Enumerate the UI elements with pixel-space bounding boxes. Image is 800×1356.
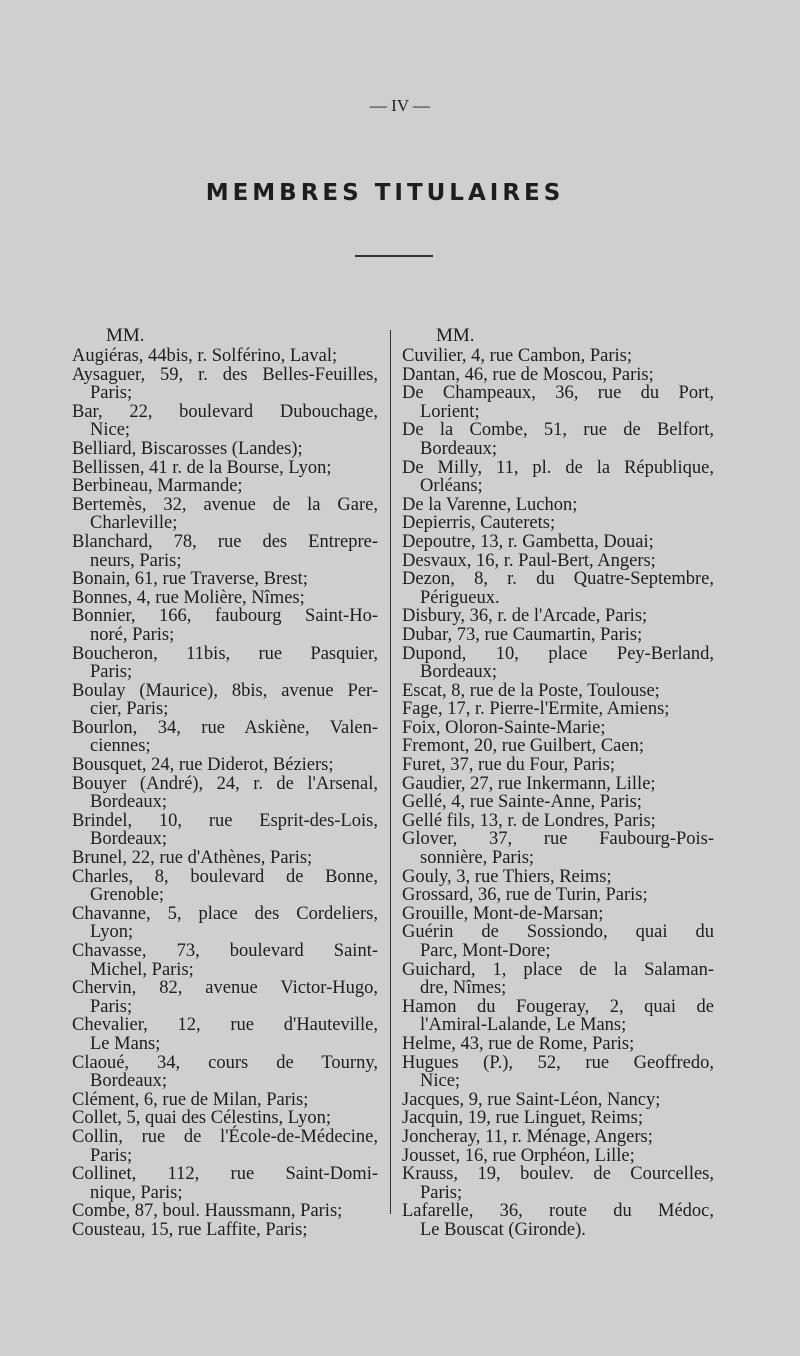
member-entry-line: Escat, 8, rue de la Poste, Toulouse; — [402, 680, 660, 701]
member-entry — [402, 384, 714, 421]
member-entry — [402, 347, 714, 366]
member-entry-line: Chervin, 82, avenue Victor-Hugo, — [72, 978, 378, 999]
member-entry-line: Cousteau, 15, rue Laffite, Paris; — [72, 1219, 308, 1240]
member-entry-line: Glover, 37, rue Faubourg-Pois- — [402, 829, 714, 850]
member-entry-line: Jousset, 16, rue Orphéon, Lille; — [402, 1145, 635, 1166]
member-entry — [402, 1054, 714, 1091]
member-entry-line: Hamon du Fougeray, 2, quai de — [402, 996, 714, 1017]
member-entry-continuation: Périgueux. — [420, 587, 500, 608]
member-entry-continuation: Le Mans; — [90, 1033, 161, 1054]
member-entry — [402, 1091, 714, 1110]
member-entry — [72, 589, 378, 608]
member-entry-line: Jacquin, 19, rue Linguet, Reims; — [402, 1108, 643, 1129]
member-entry-line: Fage, 17, r. Pierre-l'Ermite, Amiens; — [402, 699, 670, 720]
member-entry — [402, 886, 714, 905]
member-entry — [402, 626, 714, 645]
member-entry — [72, 403, 378, 440]
member-entry-line: Collinet, 112, rue Saint-Domi- — [72, 1164, 378, 1185]
member-entry — [72, 812, 378, 849]
member-entry — [402, 421, 714, 458]
member-entry-line: De Milly, 11, pl. de la République, — [402, 457, 714, 478]
member-entry — [72, 1091, 378, 1110]
member-entry-line: Combe, 87, boul. Haussmann, Paris; — [72, 1201, 343, 1222]
member-entry-line: Helme, 43, rue de Rome, Paris; — [402, 1033, 635, 1054]
member-entry-line: Boucheron, 11bis, rue Pasquier, — [72, 643, 378, 664]
column-heading: MM. — [106, 325, 145, 346]
member-entry — [402, 923, 714, 960]
member-entry — [402, 1109, 714, 1128]
member-entry-continuation: Parc, Mont-Dore; — [420, 941, 551, 961]
member-entry-line: Bousquet, 24, rue Diderot, Béziers; — [72, 755, 334, 776]
member-entry-continuation: Grenoble; — [90, 885, 164, 906]
member-entry-line: Bouyer (André), 24, r. de l'Arsenal, — [72, 773, 378, 794]
member-entry-line: Dezon, 8, r. du Quatre-Septembre, — [402, 569, 714, 590]
member-list — [72, 347, 378, 1240]
member-entry — [402, 700, 714, 719]
member-entry — [402, 496, 714, 515]
member-entry-line: Belliard, Biscarosses (Landes); — [72, 438, 303, 459]
member-entry — [402, 1202, 714, 1239]
member-entry — [402, 998, 714, 1035]
member-entry-line: Furet, 37, rue du Four, Paris; — [402, 755, 616, 776]
member-entry-line: Guérin de Sossiondo, quai du — [402, 922, 714, 943]
member-entry-line: Bonain, 61, rue Traverse, Brest; — [72, 569, 308, 590]
member-entry — [402, 607, 714, 626]
column-left — [72, 325, 378, 1240]
title-rule — [355, 255, 433, 257]
member-entry-continuation: Nice; — [420, 1071, 461, 1092]
member-entry-line: Claoué, 34, cours de Tourny, — [72, 1052, 378, 1073]
member-entry-line: Gaudier, 27, rue Inkermann, Lille; — [402, 773, 656, 794]
member-entry-line: Desvaux, 16, r. Paul-Bert, Angers; — [402, 550, 656, 571]
member-entry-line: Dupond, 10, place Pey-Berland, — [402, 643, 714, 664]
member-entry-line: De Champeaux, 36, rue du Port, — [402, 383, 714, 404]
member-entry-line: Depierris, Cauterets; — [402, 513, 556, 534]
member-entry-line: Dantan, 46, rue de Moscou, Paris; — [402, 364, 654, 385]
member-entry-continuation: Paris; — [420, 1182, 463, 1203]
member-entry-continuation: Le Bouscat (Gironde). — [420, 1219, 586, 1240]
member-entry — [72, 570, 378, 589]
member-entry — [402, 552, 714, 571]
member-entry-line: Joncheray, 11, r. Ménage, Angers; — [402, 1126, 653, 1147]
member-entry-continuation: neurs, Paris; — [90, 550, 182, 571]
member-entry — [402, 645, 714, 682]
column-right — [402, 325, 714, 1240]
member-entry — [72, 942, 378, 979]
member-entry-continuation: l'Amiral-Lalande, Le Mans; — [420, 1015, 627, 1036]
member-entry — [72, 1128, 378, 1165]
member-entry — [72, 459, 378, 478]
member-entry-continuation: nique, Paris; — [90, 1182, 183, 1203]
member-entry — [402, 719, 714, 738]
member-entry — [402, 756, 714, 775]
member-entry — [402, 961, 714, 998]
member-entry — [402, 459, 714, 496]
member-entry-line: Bar, 22, boulevard Dubouchage, — [72, 401, 378, 422]
member-entry — [402, 1128, 714, 1147]
member-entry — [402, 533, 714, 552]
member-entry-line: Collin, rue de l'École-de-Médecine, — [72, 1126, 378, 1147]
member-entry — [72, 1202, 378, 1221]
member-list — [402, 347, 714, 1240]
member-entry-continuation: Charleville; — [90, 513, 178, 534]
member-entry-line: Chavasse, 73, boulevard Saint- — [72, 941, 378, 961]
member-entry — [402, 1147, 714, 1166]
member-entry — [402, 737, 714, 756]
member-entry — [72, 347, 378, 366]
member-entry-line: Dubar, 73, rue Caumartin, Paris; — [402, 624, 643, 645]
member-entry-line: Clément, 6, rue de Milan, Paris; — [72, 1089, 309, 1110]
member-entry — [402, 905, 714, 924]
member-entry — [72, 496, 378, 533]
member-entry — [402, 868, 714, 887]
member-entry-line: Bertemès, 32, avenue de la Gare, — [72, 494, 378, 515]
member-entry-line: Boulay (Maurice), 8bis, avenue Per- — [72, 680, 378, 701]
member-entry-line: Guichard, 1, place de la Salaman- — [402, 959, 714, 980]
member-entry — [402, 682, 714, 701]
member-entry — [72, 979, 378, 1016]
member-entry-continuation: noré, Paris; — [90, 624, 175, 645]
member-entry — [402, 830, 714, 867]
member-entry-continuation: Paris; — [90, 1145, 133, 1166]
member-entry-line: Chevalier, 12, rue d'Hauteville, — [72, 1015, 378, 1036]
column-divider — [390, 330, 391, 1214]
member-entry — [72, 607, 378, 644]
member-entry-continuation: sonnière, Paris; — [420, 848, 535, 869]
member-entry-line: Depoutre, 13, r. Gambetta, Douai; — [402, 531, 654, 552]
member-entry-continuation: Orléans; — [420, 476, 483, 497]
member-entry-continuation: Lorient; — [420, 401, 480, 422]
column-heading: MM. — [436, 325, 475, 346]
member-entry — [72, 905, 378, 942]
member-entry-line: Gellé fils, 13, r. de Londres, Paris; — [402, 810, 656, 831]
member-entry-line: Foix, Oloron-Sainte-Marie; — [402, 717, 606, 738]
member-entry-continuation: dre, Nîmes; — [420, 978, 507, 999]
page-number: — IV — — [369, 96, 431, 115]
member-entry-line: Brindel, 10, rue Esprit-des-Lois, — [72, 810, 378, 831]
member-entry-line: Blanchard, 78, rue des Entrepre- — [72, 531, 378, 552]
member-entry — [402, 514, 714, 533]
member-entry-line: Jacques, 9, rue Saint-Léon, Nancy; — [402, 1089, 661, 1110]
member-entry-line: Krauss, 19, boulev. de Courcelles, — [402, 1164, 714, 1185]
member-entry — [72, 849, 378, 868]
member-entry-continuation: Nice; — [90, 420, 131, 441]
member-entry-line: Hugues (P.), 52, rue Geoffredo, — [402, 1052, 714, 1073]
member-entry-continuation: Bordeaux; — [90, 1071, 168, 1092]
member-entry-continuation: cier, Paris; — [90, 699, 169, 720]
member-entry-line: Fremont, 20, rue Guilbert, Caen; — [402, 736, 644, 757]
member-entry-continuation: Paris; — [90, 383, 133, 404]
member-entry-line: Lafarelle, 36, route du Médoc, — [402, 1201, 714, 1222]
member-entry — [72, 756, 378, 775]
member-entry-line: Bonnes, 4, rue Molière, Nîmes; — [72, 587, 305, 608]
member-entry — [72, 477, 378, 496]
member-entry-continuation: Paris; — [90, 662, 133, 683]
member-entry — [72, 682, 378, 719]
member-entry — [402, 1165, 714, 1202]
member-entry-line: Disbury, 36, r. de l'Arcade, Paris; — [402, 606, 648, 627]
member-entry-line: Chavanne, 5, place des Cordeliers, — [72, 903, 378, 924]
member-entry-line: Aysaguer, 59, r. des Belles-Feuilles, — [72, 364, 378, 385]
member-entry — [72, 533, 378, 570]
member-entry-continuation: Paris; — [90, 996, 133, 1017]
member-entry-line: De la Combe, 51, rue de Belfort, — [402, 420, 714, 441]
member-entry-line: Augiéras, 44bis, r. Solférino, Laval; — [72, 346, 338, 366]
member-entry-continuation: ciennes; — [90, 736, 151, 757]
member-entry-continuation: Bordeaux; — [420, 662, 498, 683]
member-entry-line: Gellé, 4, rue Sainte-Anne, Paris; — [402, 792, 642, 813]
member-entry-line: Brunel, 22, rue d'Athènes, Paris; — [72, 848, 313, 869]
member-entry — [402, 366, 714, 385]
member-entry — [72, 1016, 378, 1053]
member-entry-continuation: Michel, Paris; — [90, 959, 194, 980]
member-entry-continuation: Lyon; — [90, 922, 134, 943]
member-entry — [402, 1035, 714, 1054]
member-entry — [402, 812, 714, 831]
member-entry-line: De la Varenne, Luchon; — [402, 494, 578, 515]
member-entry — [72, 1054, 378, 1091]
member-entry-line: Bourlon, 34, rue Askiène, Valen- — [72, 717, 378, 738]
member-entry-line: Cuvilier, 4, rue Cambon, Paris; — [402, 346, 632, 366]
member-entry-line: Collet, 5, quai des Célestins, Lyon; — [72, 1108, 331, 1129]
member-entry — [402, 570, 714, 607]
member-entry-continuation: Bordeaux; — [90, 792, 168, 813]
member-entry — [72, 775, 378, 812]
member-entry — [72, 1165, 378, 1202]
member-entry-line: Bellissen, 41 r. de la Bourse, Lyon; — [72, 457, 332, 478]
member-entry-line: Grouille, Mont-de-Marsan; — [402, 903, 604, 924]
member-entry — [402, 775, 714, 794]
member-entry — [72, 1221, 378, 1240]
member-entry-continuation: Bordeaux; — [90, 829, 168, 850]
member-entry — [72, 719, 378, 756]
member-entry-line: Grossard, 36, rue de Turin, Paris; — [402, 885, 648, 906]
member-entry — [72, 366, 378, 403]
page-title: MEMBRES TITULAIRES — [205, 180, 565, 206]
member-entry-continuation: Bordeaux; — [420, 438, 498, 459]
member-entry — [72, 1109, 378, 1128]
member-entry-line: Charles, 8, boulevard de Bonne, — [72, 866, 378, 887]
member-entry-line: Bonnier, 166, faubourg Saint-Ho- — [72, 606, 378, 627]
member-entry-line: Gouly, 3, rue Thiers, Reims; — [402, 866, 612, 887]
member-entry — [402, 793, 714, 812]
member-entry — [72, 440, 378, 459]
member-entry — [72, 645, 378, 682]
member-entry — [72, 868, 378, 905]
member-entry-line: Berbineau, Marmande; — [72, 476, 243, 497]
